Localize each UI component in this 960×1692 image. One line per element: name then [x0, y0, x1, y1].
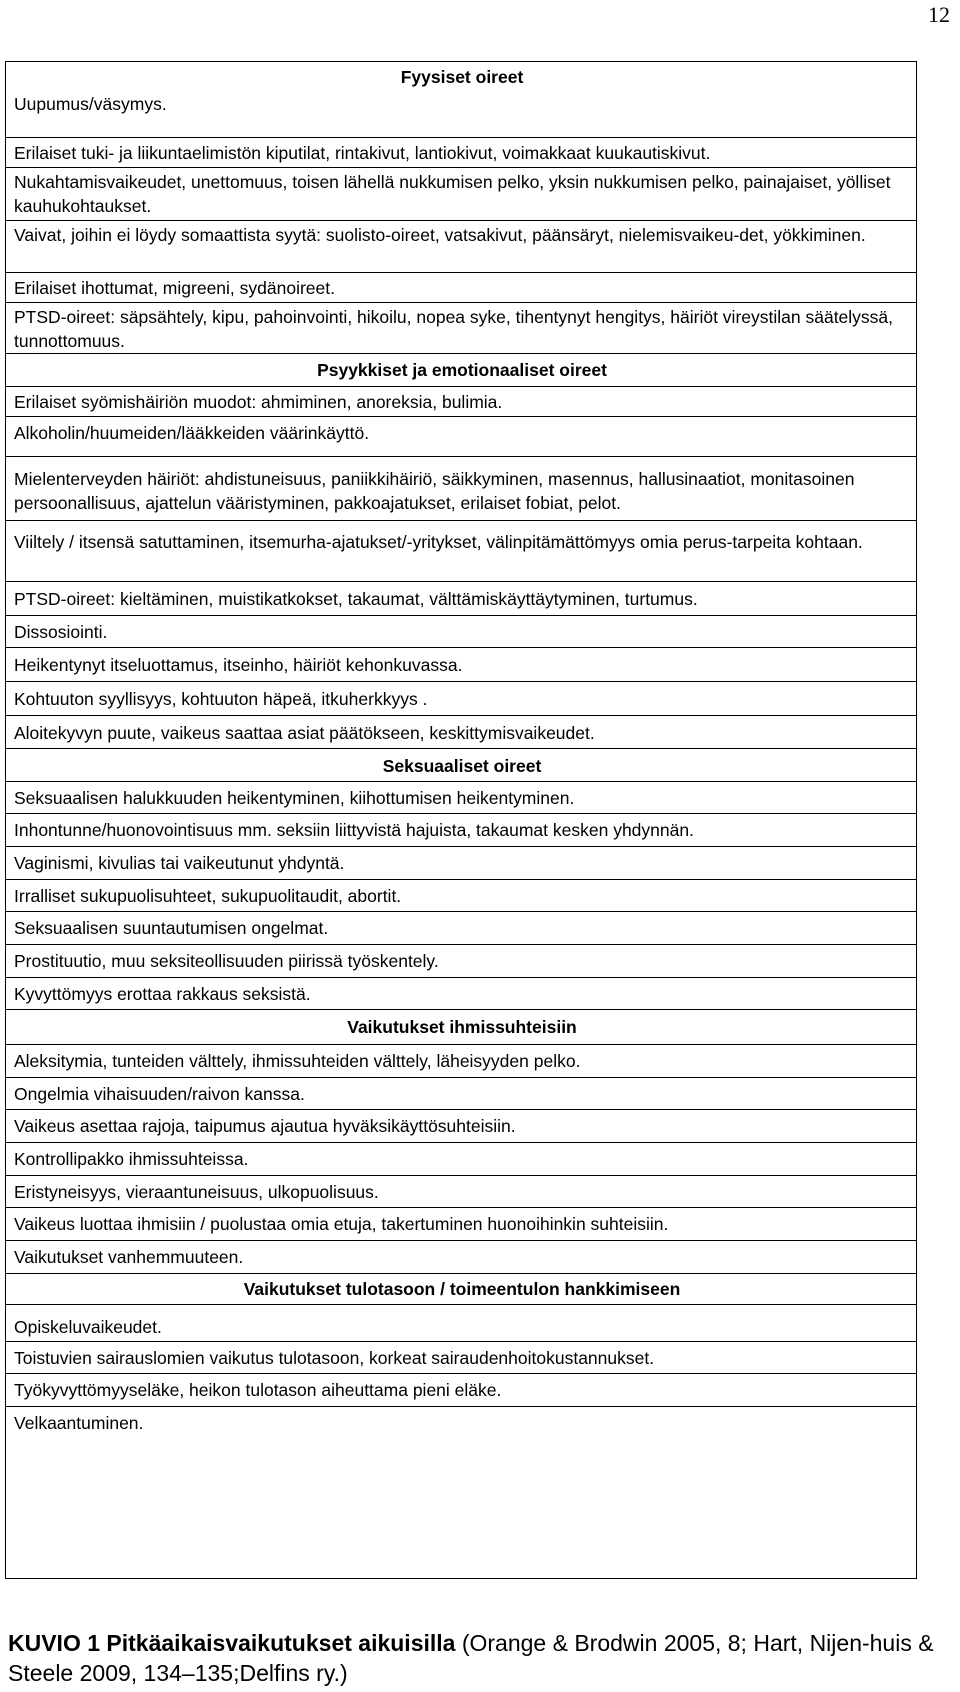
relations-item: Vaikeus luottaa ihmisiin / puolustaa omia etuja, takertuminen huonoihinkin suhteisiin. — [14, 1214, 669, 1234]
psych-row — [6, 457, 916, 521]
physical-row — [6, 168, 916, 221]
relations-item: Aleksitymia, tunteiden välttely, ihmissuhteiden välttely, läheisyyden pelko. — [14, 1051, 581, 1071]
relations-header-row — [6, 1010, 916, 1045]
sexual-item: Irralliset sukupuolisuhteet, sukupuolitaudit, abortit. — [14, 886, 402, 906]
psych-row — [6, 716, 916, 749]
psych-item: Heikentynyt itseluottamus, itseinho, häiriöt kehonkuvassa. — [14, 655, 463, 675]
physical-item: Vaivat, joihin ei löydy somaattista syytä: suolisto-oireet, vatsakivut, päänsäryt, nielemisvaikeu-det, yökkiminen. — [14, 225, 866, 245]
psych-item: PTSD-oireet: kieltäminen, muistikatkokset, takaumat, välttämiskäyttäytyminen, turtumus. — [14, 589, 698, 609]
relations-row — [6, 1045, 916, 1078]
physical-row — [6, 303, 916, 354]
physical-item: Erilaiset ihottumat, migreeni, sydänoireet. — [14, 278, 335, 298]
relations-item: Vaikeus asettaa rajoja, taipumus ajautua hyväksikäyttösuhteisiin. — [14, 1116, 516, 1136]
psych-item: Viiltely / itsensä satuttaminen, itsemurha-ajatukset/-yritykset, välinpitämättömyys omia perus-tarpeita kohtaan. — [14, 532, 863, 552]
page-number: 12 — [928, 2, 950, 27]
sexual-header-row — [6, 749, 916, 782]
income-row — [6, 1342, 916, 1374]
sexual-row — [6, 912, 916, 945]
physical-item: PTSD-oireet: säpsähtely, kipu, pahoinvointi, hikoilu, nopea syke, tihentynyt hengitys, häiriöt vireystilan säätelyssä, tunnottomuus. — [14, 307, 894, 351]
psych-row — [6, 387, 916, 417]
sexual-item: Kyvyttömyys erottaa rakkaus seksistä. — [14, 984, 311, 1004]
sexual-heading: Seksuaaliset oireet — [382, 756, 542, 776]
psych-item: Mielenterveyden häiriöt: ahdistuneisuus, paniikkihäiriö, säikkyminen, masennus, hallusinaatiot, monitasoinen persoonallisuus, ajattelun vääristyminen, pakkoajatukset, erilaiset fobiat, pelot. — [14, 469, 855, 513]
psych-row — [6, 521, 916, 582]
relations-item: Ongelmia vihaisuuden/raivon kanssa. — [14, 1084, 305, 1104]
sexual-row — [6, 814, 916, 847]
relations-row — [6, 1143, 916, 1176]
sexual-row — [6, 945, 916, 978]
psych-row — [6, 582, 916, 616]
income-item: Toistuvien sairauslomien vaikutus tulotasoon, korkeat sairaudenhoitokustannukset. — [14, 1348, 655, 1368]
psych-item: Alkoholin/huumeiden/lääkkeiden väärinkäyttö. — [14, 423, 370, 443]
psych-item: Erilaiset syömishäiriön muodot: ahmiminen, anoreksia, bulimia. — [14, 392, 503, 412]
psych-row — [6, 648, 916, 682]
relations-item: Kontrollipakko ihmissuhteissa. — [14, 1149, 249, 1169]
sexual-item: Prostituutio, muu seksiteollisuuden piirissä työskentely. — [14, 951, 439, 971]
physical-row — [6, 221, 916, 273]
physical-item: Erilaiset tuki- ja liikuntaelimistön kiputilat, rintakivut, lantiokivut, voimakkaat kuukautiskivut. — [14, 143, 711, 163]
relations-item: Vaikutukset vanhemmuuteen. — [14, 1247, 244, 1267]
sexual-item: Vaginismi, kivulias tai vaikeutunut yhdyntä. — [14, 853, 345, 873]
psych-row — [6, 417, 916, 457]
physical-item: Uupumus/väsymys. — [14, 94, 167, 114]
sexual-row — [6, 978, 916, 1010]
relations-row — [6, 1208, 916, 1241]
physical-heading: Fyysiset oireet — [400, 67, 524, 87]
physical-row — [6, 138, 916, 168]
sexual-item: Seksuaalisen halukkuuden heikentyminen, kiihottumisen heikentyminen. — [14, 788, 575, 808]
psych-row — [6, 616, 916, 648]
relations-item: Eristyneisyys, vieraantuneisuus, ulkopuolisuus. — [14, 1182, 379, 1202]
psych-item: Dissosiointi. — [14, 622, 108, 642]
income-row — [6, 1305, 916, 1342]
relations-row — [6, 1110, 916, 1143]
sexual-row — [6, 880, 916, 912]
caption-source: (Orange & Brodwin 2005, 8; Hart, Nijen-huis & Steele 2009, 134–135;Delfins ry.) — [8, 1630, 934, 1686]
psych-heading: Psyykkiset ja emotionaaliset oireet — [317, 360, 607, 380]
income-item: Työkyvyttömyyseläke, heikon tulotason aiheuttama pieni eläke. — [14, 1380, 502, 1400]
income-heading: Vaikutukset tulotasoon / toimeentulon hankkimiseen — [243, 1279, 681, 1299]
sexual-item: Inhontunne/huonovointisuus mm. seksiin liittyvistä hajuista, takaumat kesken yhdynnän. — [14, 820, 694, 840]
income-header-row — [6, 1274, 916, 1305]
psych-header-row — [6, 354, 916, 387]
sexual-row — [6, 847, 916, 880]
relations-heading: Vaikutukset ihmissuhteisiin — [347, 1017, 577, 1037]
relations-row — [6, 1078, 916, 1110]
effects-table — [5, 61, 917, 1579]
psych-item: Kohtuuton syyllisyys, kohtuuton häpeä, itkuherkkyys . — [14, 689, 428, 709]
relations-row — [6, 1241, 916, 1274]
sexual-row — [6, 782, 916, 814]
caption-title: KUVIO 1 Pitkäaikaisvaikutukset aikuisilla — [8, 1630, 456, 1656]
psych-item: Aloitekyvyn puute, vaikeus saattaa asiat päätökseen, keskittymisvaikeudet. — [14, 723, 595, 743]
physical-header-row — [6, 62, 916, 138]
sexual-item: Seksuaalisen suuntautumisen ongelmat. — [14, 918, 329, 938]
figure-caption — [8, 1628, 948, 1688]
psych-row — [6, 682, 916, 716]
income-row — [6, 1407, 916, 1447]
relations-row — [6, 1176, 916, 1208]
physical-row — [6, 273, 916, 303]
physical-item: Nukahtamisvaikeudet, unettomuus, toisen lähellä nukkumisen pelko, yksin nukkumisen pelko, painajaiset, yölliset kauhukohtaukset. — [14, 172, 891, 216]
income-row — [6, 1374, 916, 1407]
income-item: Velkaantuminen. — [14, 1413, 144, 1433]
income-item: Opiskeluvaikeudet. — [14, 1317, 162, 1337]
